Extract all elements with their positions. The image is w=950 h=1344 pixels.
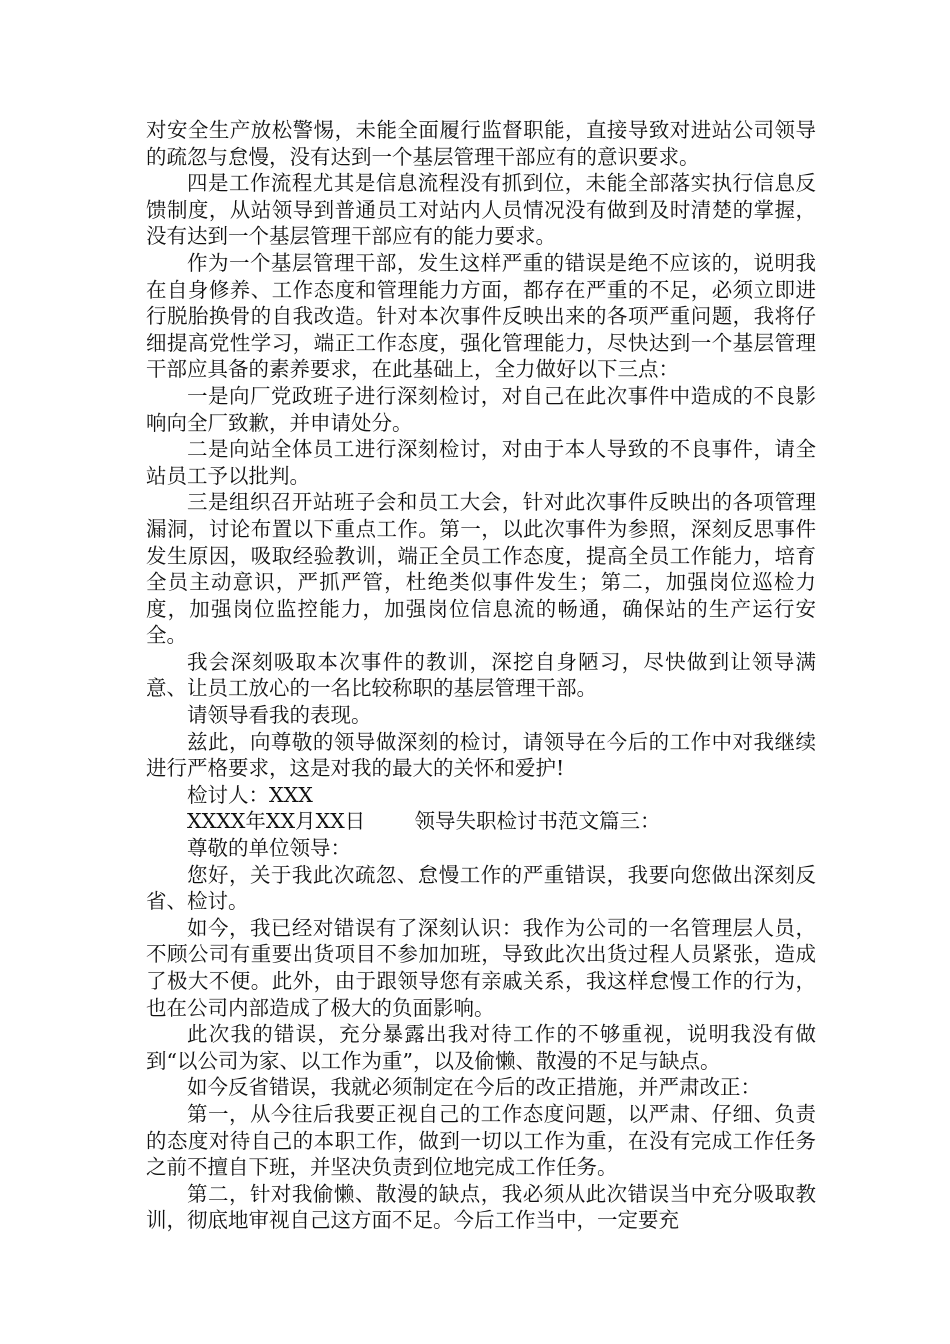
- document-body: [146, 117, 816, 1234]
- paragraph: 如今，我已经对错误有了深刻认识：我作为公司的一名管理层人员，不顾公司有重要出货项目不参加加班，导致此次出货过程人员紧张，造成了极大不便。此外，由于跟领导您有亲戚关系，我这样怠慢工作的行为，也在公司内部造成了极大的负面影响。: [146, 915, 816, 1020]
- paragraph: 三是组织召开站班子会和员工大会，针对此次事件反映出的各项管理漏洞，讨论布置以下重点工作。第一，以此次事件为参照，深刻反思事件发生原因，吸取经验教训，端正全员工作态度，提高全员工作能力，培育全员主动意识，严抓严管，杜绝类似事件发生；第二，加强岗位巡检力度，加强岗位监控能力，加强岗位信息流的畅通，确保站的生产运行安全。: [146, 490, 816, 648]
- paragraph: 如今反省错误，我就必须制定在今后的改正措施，并严肃改正：: [187, 1075, 761, 1100]
- signature-line: 检讨人：XXX: [187, 782, 313, 807]
- paragraph: 您好，关于我此次疏忽、怠慢工作的严重错误，我要向您做出深刻反省、检讨。: [146, 862, 816, 914]
- paragraph: 作为一个基层管理干部，发生这样严重的错误是绝不应该的，说明我在自身修养、工作态度和管理能力方面，都存在严重的不足，必须立即进行脱胎换骨的自我改造。针对本次事件反映出来的各项严重问题，我将仔细提高党性学习，端正工作态度，强化管理能力，尽快达到一个基层管理干部应具备的素养要求，在此基础上，全力做好以下三点：: [146, 250, 816, 382]
- salutation: 尊敬的单位领导：: [187, 836, 351, 861]
- date-text: XXXX年XX月XX日: [187, 809, 366, 834]
- paragraph: 第二，针对我偷懒、散漫的缺点，我必须从此次错误当中充分吸取教训，彻底地审视自己这方面不足。今后工作当中，一定要充: [146, 1181, 816, 1233]
- paragraph: 第一，从今往后我要正视自己的工作态度问题，以严肃、仔细、负责的态度对待自己的本职工作，做到一切以工作为重，在没有完成工作任务之前不擅自下班，并坚决负责到位地完成工作任务。: [146, 1101, 816, 1180]
- paragraph: 四是工作流程尤其是信息流程没有抓到位，未能全部落实执行信息反馈制度，从站领导到普通员工对站内人员情况没有做到及时清楚的掌握，没有达到一个基层管理干部应有的能力要求。: [146, 171, 816, 249]
- date-heading-line: [146, 808, 816, 835]
- paragraph: 对安全生产放松警惕，未能全面履行监督职能，直接导致对进站公司领导的疏忽与怠慢，没有达到一个基层管理干部应有的意识要求。: [146, 118, 816, 169]
- paragraph: 请领导看我的表现。: [187, 703, 372, 728]
- paragraph: 一是向厂党政班子进行深刻检讨，对自己在此次事件中造成的不良影响向全厂致歉，并申请处分。: [146, 383, 816, 435]
- paragraph: 二是向站全体员工进行深刻检讨，对由于本人导致的不良事件，请全站员工予以批判。: [146, 437, 816, 488]
- paragraph: 此次我的错误，充分暴露出我对待工作的不够重视，说明我没有做到“以公司为家、以工作为重”，以及偷懒、散漫的不足与缺点。: [146, 1022, 816, 1073]
- section-heading: 领导失职检讨书范文篇三：: [414, 809, 661, 834]
- paragraph: 兹此，向尊敬的领导做深刻的检讨，请领导在今后的工作中对我继续进行严格要求，这是对我的最大的关怀和爱护!: [146, 729, 816, 781]
- paragraph: 我会深刻吸取本次事件的教训，深挖自身陋习，尽快做到让领导满意、让员工放心的一名比较称职的基层管理干部。: [146, 649, 816, 701]
